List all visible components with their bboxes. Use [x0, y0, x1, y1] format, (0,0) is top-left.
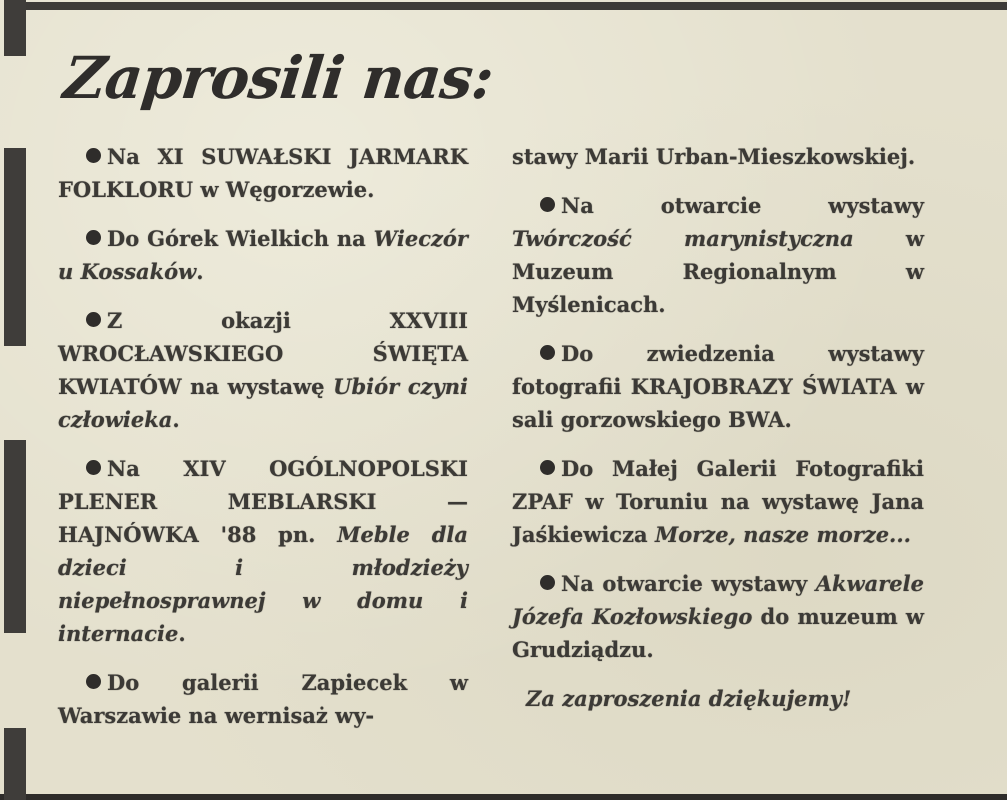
- list-item: Z okazji XXVIII WROCŁAWSKIEGO ŚWIĘTA KWIATÓW na wystawę Ubiór czyni człowieka.: [58, 308, 468, 432]
- event-title: Twórczość marynistyczna: [512, 226, 854, 251]
- list-item: Na otwarcie wystawy Twórczość marynistyczna w Muzeum Regionalnym w Myślenicach.: [512, 193, 924, 317]
- list-item: Na XIV OGÓLNOPOLSKI PLENER MEBLARSKI — HAJNÓWKA '88 pn. Meble dla dzieci i młodzieży niepełnosprawnej w domu i internacie.: [58, 456, 468, 646]
- bottom-rule: [0, 794, 1007, 800]
- bullet-icon: [540, 460, 555, 475]
- bullet-icon: [540, 345, 555, 360]
- margin-bar: [4, 148, 26, 346]
- event-title: Morze, nasze morze...: [654, 522, 911, 547]
- list-item: Na XI SUWAŁSKI JARMARK FOLKLORU w Węgorzewie.: [58, 144, 468, 202]
- event-title: Akwarele Józefa Kozłowskiego: [512, 571, 924, 629]
- bullet-icon: [540, 197, 555, 212]
- list-item: Do zwiedzenia wystawy fotografii KRAJOBRAZY ŚWIATA w sali gorzowskiego BWA.: [512, 341, 924, 432]
- top-rule: [6, 2, 1007, 10]
- event-title: Meble dla dzieci i młodzieży niepełnosprawnej w domu i internacie: [58, 522, 468, 646]
- right-column: [512, 140, 924, 731]
- list-item: Na otwarcie wystawy Akwarele Józefa Kozłowskiego do muzeum w Grudziądzu.: [512, 571, 924, 662]
- bullet-icon: [86, 312, 101, 327]
- list-item: Do Małej Galerii Fotografiki ZPAF w Toruniu na wystawę Jana Jaśkiewicza Morze, nasze morze...: [512, 456, 924, 547]
- list-item-continuation: stawy Marii Urban-Mieszkowskiej.: [512, 144, 916, 169]
- margin-bar: [4, 728, 26, 800]
- bullet-icon: [86, 230, 101, 245]
- bullet-icon: [86, 460, 101, 475]
- clipping-title: Zaprosili nas:: [60, 44, 497, 112]
- left-column: [58, 140, 468, 748]
- event-title: Ubiór czyni człowieka: [58, 374, 468, 432]
- list-item: Do Górek Wielkich na Wieczór u Kossaków.: [58, 226, 468, 284]
- margin-bar: [4, 440, 26, 633]
- margin-bar: [4, 0, 26, 56]
- event-title: Wieczór u Kossaków: [58, 226, 468, 284]
- bullet-icon: [86, 148, 101, 163]
- bullet-icon: [540, 575, 555, 590]
- list-item: Do galerii Zapiecek w Warszawie na wernisaż wy-: [58, 670, 468, 728]
- bullet-icon: [86, 674, 101, 689]
- closing-line: Za zaproszenia dziękujemy!: [526, 686, 852, 711]
